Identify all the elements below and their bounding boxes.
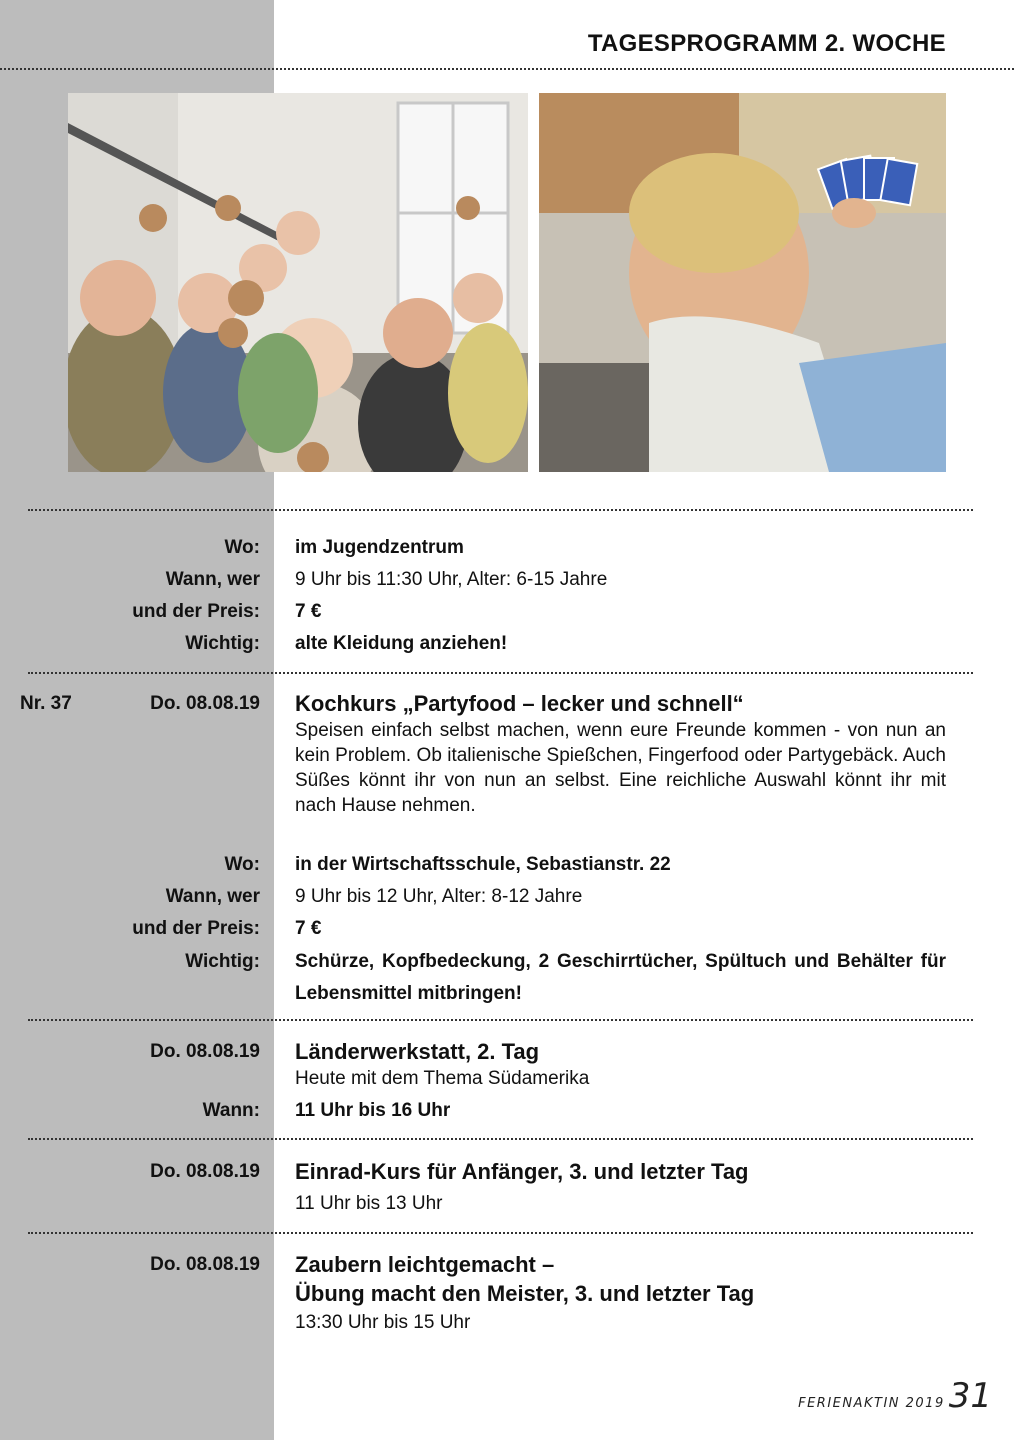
- event-37-description: Speisen einfach selbst machen, wenn eure Freunde kommen - von nun an kein Problem. Ob italienische Spießchen, Fingerfood oder Partygebäck. Auch Süßes könnt ihr von nun an selbst. Eine reichliche Auswahl könnt ihr mit nach Hause nehmen.: [295, 720, 946, 816]
- label-wichtig: Wichtig:: [185, 633, 260, 654]
- intro-preis: 7 €: [295, 601, 322, 622]
- event-37-preis: 7 €: [295, 918, 322, 939]
- event-zaubern-time: 13:30 Uhr bis 15 Uhr: [295, 1312, 471, 1333]
- event-laender-date: Do. 08.08.19: [150, 1041, 260, 1062]
- event-zaubern-date: Do. 08.08.19: [150, 1254, 260, 1275]
- label-wo: Wo:: [224, 854, 260, 875]
- event-37-title: Kochkurs „Partyfood – lecker und schnell“: [295, 691, 744, 716]
- event-einrad-time: 11 Uhr bis 13 Uhr: [295, 1193, 443, 1214]
- event-laender-wann: 11 Uhr bis 16 Uhr: [295, 1100, 451, 1121]
- label-wichtig: Wichtig:: [185, 951, 260, 972]
- intro-wo: im Jugendzentrum: [295, 537, 464, 558]
- photo-boy-cards: [539, 93, 946, 472]
- page-number: 31: [948, 1376, 992, 1416]
- section-rule-4: [28, 1138, 973, 1140]
- event-37-wo: in der Wirtschaftsschule, Sebastianstr. 22: [295, 854, 671, 875]
- page-footer: [798, 1376, 992, 1416]
- intro-wichtig: alte Kleidung anziehen!: [295, 633, 508, 654]
- section-rule-5: [28, 1232, 973, 1234]
- label-wo: Wo:: [224, 537, 260, 558]
- section-rule-3: [28, 1019, 973, 1021]
- label-wann: Wann, wer: [165, 886, 260, 907]
- intro-wann: 9 Uhr bis 11:30 Uhr, Alter: 6-15 Jahre: [295, 569, 608, 590]
- event-37-wann: 9 Uhr bis 12 Uhr, Alter: 8-12 Jahre: [295, 886, 583, 907]
- label-preis: und der Preis:: [132, 918, 260, 939]
- label-wann: Wann, wer: [165, 569, 260, 590]
- event-einrad-date: Do. 08.08.19: [150, 1161, 260, 1182]
- header-rule: [0, 68, 1014, 70]
- section-rule-2: [28, 672, 973, 674]
- label-preis: und der Preis:: [132, 601, 260, 622]
- event-37-date: Do. 08.08.19: [150, 693, 260, 714]
- event-laender-title: Länderwerkstatt, 2. Tag: [295, 1039, 540, 1064]
- section-rule-1: [28, 509, 973, 511]
- event-37-wichtig: Schürze, Kopfbedeckung, 2 Geschirrtücher, Spültuch und Behälter für Lebensmittel mitbringen!: [295, 951, 946, 1004]
- photo-kids-medallions: [68, 93, 528, 472]
- event-einrad-title: Einrad-Kurs für Anfänger, 3. und letzter Tag: [295, 1159, 749, 1184]
- footer-publication: FERIENAKTIN 2019: [798, 1396, 945, 1411]
- event-number: Nr. 37: [20, 693, 72, 714]
- label-wann: Wann:: [202, 1100, 260, 1121]
- event-laender-subtitle: Heute mit dem Thema Südamerika: [295, 1068, 590, 1089]
- page-title: TAGESPROGRAMM 2. WOCHE: [587, 30, 946, 57]
- event-zaubern-title-line2: Übung macht den Meister, 3. und letzter Tag: [295, 1281, 755, 1306]
- event-zaubern-title-line1: Zaubern leichtgemacht –: [295, 1252, 555, 1277]
